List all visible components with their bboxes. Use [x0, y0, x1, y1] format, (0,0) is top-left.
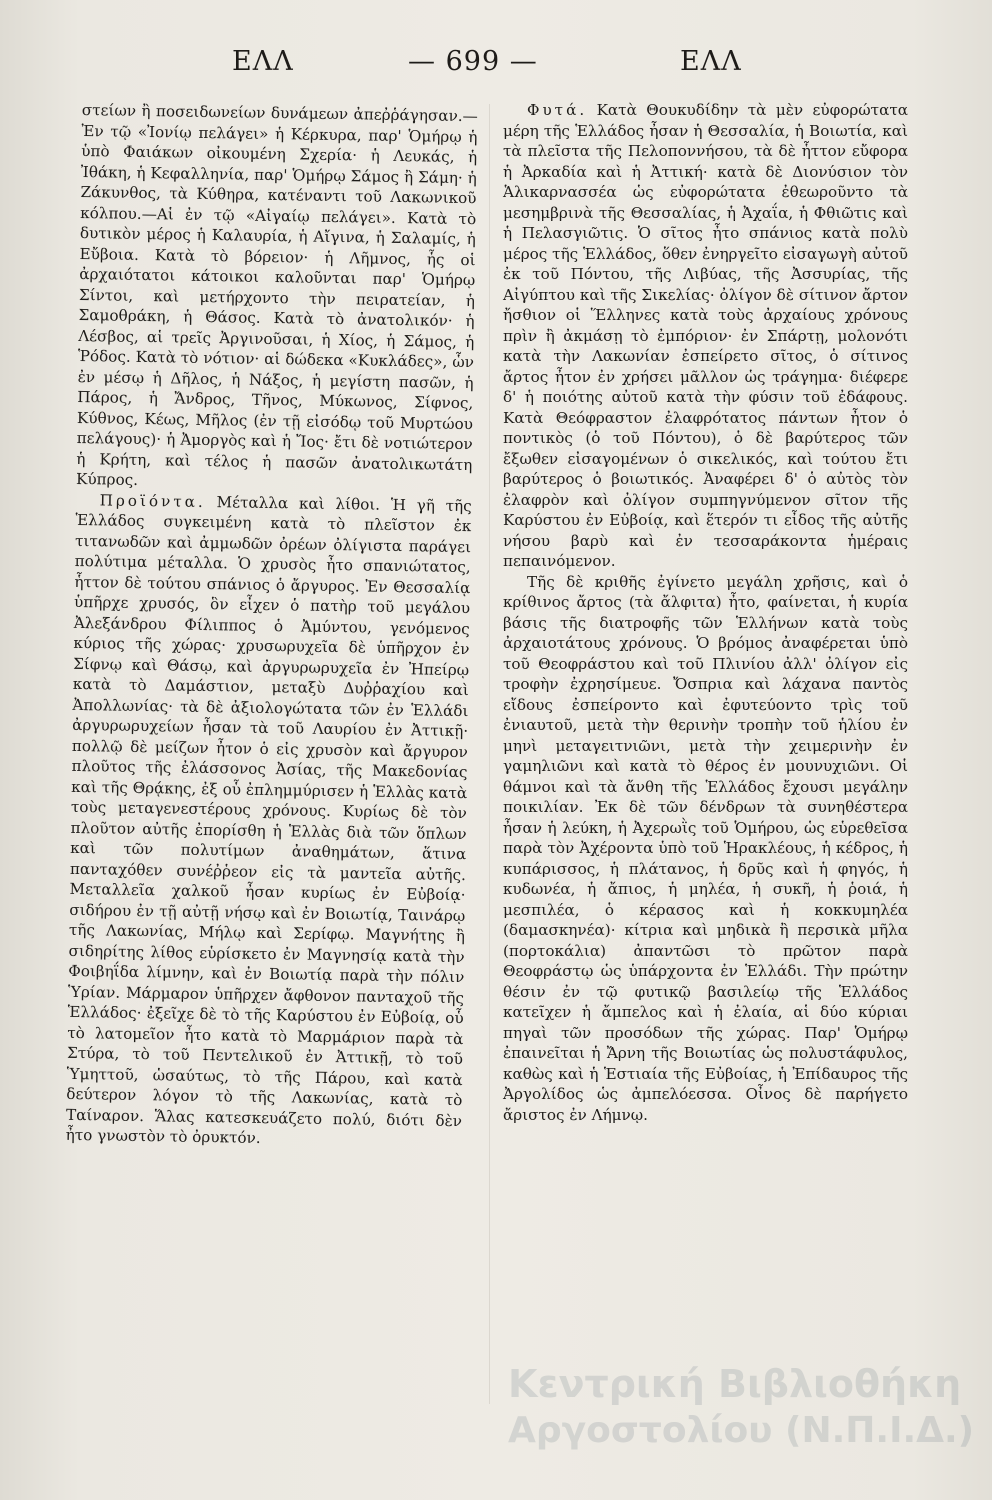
library-watermark-line-2: Αργοστολίου (Ν.Π.Ι.Δ.) — [508, 1410, 975, 1451]
paragraph-products — [66, 489, 472, 1151]
paragraph-barley-trees: Τῆς δὲ κριθῆς ἐγίνετο μεγάλη χρῆσις, καὶ ὁ κρίθινος ἄρτος (τὰ ἄλφιτα) ἦτο, φαίνεται, ἡ κυρία βάσις τῆς διατροφῆς τῶν Ἑλλήνων κατὰ τοὺς ἀρχαιοτάτους χρόνους. Ὁ βρόμος ἀναφέρεται ὑπὸ τοῦ Θεοφράστου καὶ τοῦ Πλινίου ἀλλ' ὀλίγον εἰς τροφὴν ἐχρησίμευε. Ὄσπρια καὶ λάχανα παντὸς εἴδους ἐσπείροντο καὶ ἐφυτεύοντο τρὶς τοῦ ἐνιαυτοῦ, μετὰ τὴν θερινὴν τροπὴν τοῦ ἡλίου ἐν μηνὶ μεταγειτνιῶνι, μετὰ τὴν χειμερινὴν ἐν γαμηλιῶνι καὶ κατὰ τὸ θέρος ἐν μουνυχιῶνι. Οἱ θάμνοι καὶ τὰ ἄνθη τῆς Ἑλλάδος ἔχουσι μεγάλην ποικιλίαν. Ἐκ δὲ τῶν δένδρων τὰ συνηθέστερα ἦσαν ἡ λεύκη, ἡ Ἀχερωῒς τοῦ Ὁμήρου, ὡς εὑρεθεῖσα παρὰ τὸν Ἀχέροντα ὑπὸ τοῦ Ἡρακλέους, ἡ κέδρος, ἡ κυπάρισσος, ἡ πλάτανος, ἡ δρῦς καὶ ἡ φηγός, ἡ κυδωνέα, ἡ ἄπιος, ἡ μηλέα, ἡ συκῆ, ἡ ῥοιά, ἡ μεσπιλέα, ὁ κέρασος καὶ ἡ κοκκυμηλέα (δαμασκηνέα)· κίτρια καὶ μηδικὰ ἢ περσικὰ μῆλα (πορτοκάλια) ἀπαντῶσι τὸ πρῶτον παρὰ Θεοφράστῳ ὡς ὑπάρχοντα ἐν Ἑλλάδι. Τὴν πρώτην θέσιν ἐν τῷ φυτικῷ βασιλείῳ τῆς Ἑλλάδος κατεῖχεν ἡ ἄμπελος καὶ ἡ ἐλαία, αἱ δύο κύριαι πηγαὶ τῶν προσόδων τῆς χώρας. Παρ' Ὁμήρῳ ἐπαινεῖται ἡ Ἄρνη τῆς Βοιωτίας ὡς πολυστάφυλος, καθὼς καὶ ἡ Ἑστιαία τῆς Εὐβοίας, ἡ Ἐπίδαυρος τῆς Ἀργολίδος ὡς ἀμπελόεσσα. Οἶνος δὲ παρήγετο ἄριστος ἐν Λήμνῳ. — [503, 572, 908, 1124]
library-watermark-line-1: Κεντρική Βιβλιοθήκη — [508, 1362, 962, 1406]
paragraph-islands: στείων ἢ ποσειδωνείων δυνάμεων ἀπεῤῥάγησαν.— Ἐν τῷ «Ἰονίῳ πελάγει» ἡ Κέρκυρα, παρ' Ὁμήρῳ ἡ ὑπὸ Φαιάκων οἰκουμένη Σχερία· ἡ Λευκάς, ἡ Ἰθάκη, ἡ Κεφαλληνία, παρ' Ὁμήρῳ Σάμος ἢ Σάμη· ἡ Ζάκυνθος, τὰ Κύθηρα, κατέναντι τοῦ Λακωνικοῦ κόλπου.—Αἱ ἐν τῷ «Αἰγαίῳ πελάγει». Κατὰ τὸ δυτικὸν μέρος ἡ Καλαυρία, ἡ Αἴγινα, ἡ Σαλαμίς, ἡ Εὔβοια. Κατὰ τὸ βόρειον· ἡ Λῆμνος, ἧς οἱ ἀρχαιότατοι κάτοικοι καλοῦνται παρ' Ὁμήρῳ Σίντοι, καὶ μετήρχοντο τὴν πειρατείαν, ἡ Σαμοθράκη, ἡ Θάσος. Κατὰ τὸ ἀνατολικόν· ἡ Λέσβος, αἱ τρεῖς Ἀργινοῦσαι, ἡ Χίος, ἡ Σάμος, ἡ Ῥόδος. Κατὰ τὸ νότιον· αἱ δώδεκα «Κυκλάδες», ὧν ἐν μέσῳ ἡ Δῆλος, ἡ Νάξος, ἡ μεγίστη πασῶν, ἡ Πάρος, ἡ Ἄνδρος, Τῆνος, Μύκωνος, Σίφνος, Κύθνος, Κέως, Μῆλος (ἐν τῇ εἰσόδῳ τοῦ Μυρτώου πελάγους)· ἡ Ἀμοργὸς καὶ ἡ Ἴος· ἔτι δὲ νοτιώτερον ἡ Κρήτη, καὶ τέλος ἡ πασῶν ἀνατολικωτάτη Κύπρος. — [75, 100, 478, 489]
right-column — [503, 100, 908, 1125]
paragraph-products-text: Μέταλλα καὶ λίθοι. Ἡ γῆ τῆς Ἑλλάδος συγκειμένη κατὰ τὸ πλεῖστον ἐκ τιτανωδῶν καὶ ἀμμωδῶν ὀρέων ὀλίγιστα παράγει πολύτιμα μέταλλα. Ὁ χρυσὸς ἦτο σπανιώτατος, ἧττον δὲ τούτου σπάνιος ὁ ἄργυρος. Ἐν Θεσσαλίᾳ ὑπῆρχε χρυσός, ὃν εἶχεν ὁ πατὴρ τοῦ μεγάλου Ἀλεξάνδρου Φίλιππος ὁ Ἀμύντου, γενόμενος κύριος τῆς χώρας· χρυσωρυχεῖα δὲ ὑπῆρχον ἐν Σίφνῳ καὶ Θάσῳ, καὶ ἀργυρωρυχεῖα ἐν Ἠπείρῳ κατὰ τὸ Δαμάστιον, μεταξὺ Δυῤῥαχίου καὶ Ἀπολλωνίας· τὰ δὲ ἀξιολογώτατα τῶν ἐν Ἑλλάδι ἀργυρωρυχείων ἦσαν τὰ τοῦ Λαυρίου ἐν Ἀττικῇ· πολλῷ δὲ μείζων ἦτον ὁ εἰς χρυσὸν καὶ ἄργυρον πλοῦτος τῆς ἐλάσσονος Ἀσίας, τῆς Μακεδονίας καὶ τῆς Θρᾴκης, ἐξ οὗ ἐπλημμύρισεν ἡ Ἑλλὰς κατὰ τοὺς μεταγενεστέρους χρόνους. Κυρίως δὲ τὸν πλοῦτον αὐτῆς ἐπορίσθη ἡ Ἑλλὰς διὰ τῶν ὅπλων καὶ τῶν πολυτίμων ἀναθημάτων, ἅτινα πανταχόθεν συνέῤῥεον εἰς τὰ μαντεῖα αὐτῆς. Μεταλλεῖα χαλκοῦ ἦσαν κυρίως ἐν Εὐβοίᾳ· σιδήρου ἐν τῇ αὐτῇ νήσῳ καὶ ἐν Βοιωτίᾳ, Ταινάρῳ τῆς Λακωνίας, Μήλῳ καὶ Σερίφῳ. Μαγνήτης ἢ σιδηρίτης λίθος εὑρίσκετο ἐν Μαγνησίᾳ κατὰ τὴν Φοιβηΐδα λίμνην, καὶ ἐν Βοιωτίᾳ παρὰ τὴν πόλιν Ὑρίαν. Μάρμαρον ὑπῆρχεν ἄφθονον πανταχοῦ τῆς Ἑλλάδος· ἐξεῖχε δὲ τὸ τῆς Καρύστου ἐν Εὐβοίᾳ, οὗ τὸ λατομεῖον ἦτο κατὰ τὸ Μαρμάριον παρὰ τὰ Στύρα, τὸ τοῦ Πεντελικοῦ ἐν Ἀττικῇ, τὸ τοῦ Ὑμηττοῦ, ὡσαύτως, τὸ τῆς Πάρου, καὶ κατὰ δεύτερον λόγον τὸ τῆς Λακωνίας, κατὰ τὸ Ταίναρον. Ἅλας κατεσκευάζετο πολύ, διότι δὲν ἦτο γνωστὸν τὸ ὀρυκτόν. — [65, 492, 472, 1147]
running-header — [0, 46, 992, 86]
column-gutter — [489, 104, 490, 1404]
paragraph-plants-text: Κατὰ Θουκυδίδην τὰ μὲν εὐφορώτατα μέρη τῆς Ἑλλάδος ἦσαν ἡ Θεσσαλία, ἡ Βοιωτία, καὶ τὰ πλεῖστα τῆς Πελοποννήσου, τὰ δὲ ἧττον εὔφορα ἡ Ἀρκαδία καὶ ἡ Ἀττική· κατὰ δὲ Διονύσιον τὸν Ἁλικαρνασσέα ὡς εὐφορώτατα ἐθεωροῦντο τὰ μεσημβρινὰ τῆς Θεσσαλίας, ἡ Ἀχαΐα, ἡ Φθιῶτις καὶ ἡ Πελασγιῶτις. Ὁ σῖτος ἦτο σπάνιος κατὰ πολὺ μέρος τῆς Ἑλλάδος, ὅθεν ἐνηργεῖτο εἰσαγωγὴ αὐτοῦ ἐκ τοῦ Πόντου, τῆς Λιβύας, τῆς Ἀσσυρίας, τῆς Αἰγύπτου καὶ τῆς Σικελίας· ὀλίγον δὲ σίτινον ἄρτον ἤσθιον οἱ Ἕλληνες κατὰ τοὺς ἀρχαίους χρόνους πρὶν ἢ ἀκμάσῃ τὸ ἐμπόριον· ἐν Σπάρτῃ, μολονότι κατὰ τὴν Λακωνίαν ἐσπείρετο σῖτος, ὁ σίτινος ἄρτος ἦτον ἐν χρήσει μᾶλλον ὡς τράγημα· διέφερε δ' ἡ ποιότης αὐτοῦ κατὰ τὴν φύσιν τοῦ ἐδάφους. Κατὰ Θεόφραστον ἐλαφρότατος πάντων ἦτον ὁ ποντικὸς (ὁ τοῦ Πόντου), ὁ δὲ βαρύτερος τῶν ἔξωθεν εἰσαγομένων ὁ σικελικός, καὶ τούτου ἔτι βαρύτερος ὁ βοιωτικός. Ἀναφέρει δ' ὁ αὐτὸς τὸν ἐλαφρὸν καὶ ὀλίγον συμπηγνύμενον σῖτον τῆς Καρύστου ἐν Εὐβοίᾳ, καὶ ἕτερόν τι εἶδος τῆς αὐτῆς νήσου βαρὺ καὶ ἐν τεσσαράκοντα ἡμέραις πεπαινόμενον. — [503, 101, 908, 570]
section-lead-plants: Φυτά. — [527, 101, 588, 119]
page-number: — 699 — — [408, 46, 538, 77]
left-column — [66, 100, 478, 1152]
header-left-word: ΕΛΛ — [232, 46, 294, 77]
paragraph-plants — [503, 100, 908, 572]
header-right-word: ΕΛΛ — [680, 46, 742, 77]
section-lead-products: Προϊόντα. — [99, 490, 206, 511]
